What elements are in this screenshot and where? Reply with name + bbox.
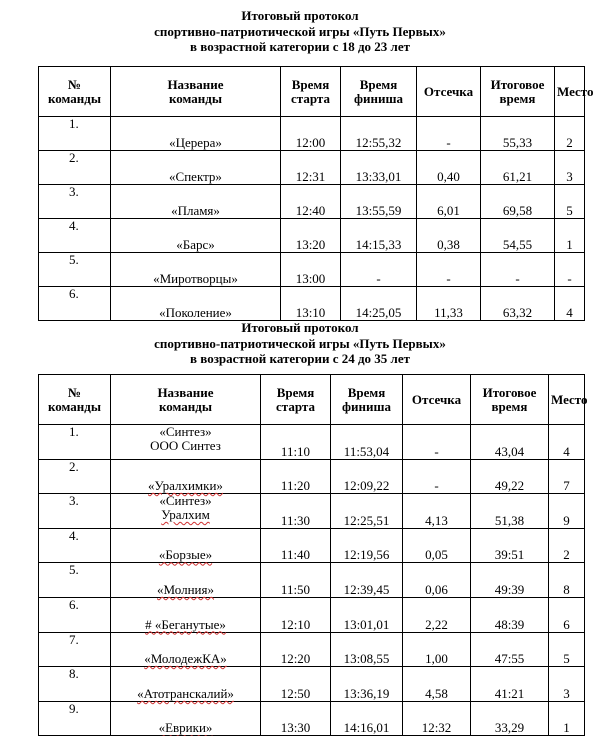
cell-team-number: 6. [39,597,111,632]
cell-start-time: 11:50 [261,563,331,598]
table-row [39,151,585,185]
cell-cutoff: 4,13 [403,494,471,529]
team-name-line: «Борзые» [158,547,213,563]
table-row [39,185,585,219]
cell-cutoff: 12:32 [403,701,471,736]
protocol1-table [38,66,594,321]
protocol1-subtitle: спортивно-патриотической игры «Путь Первых» [154,23,446,39]
cell-cutoff: 0,06 [403,563,471,598]
header-total: Итоговое время [471,375,549,425]
header-finish: Время финиша [341,67,417,117]
cell-cutoff: 0,38 [417,219,481,253]
cell-start-time: 12:20 [261,632,331,667]
cell-finish-time: 12:39,45 [331,563,403,598]
header-num: № команды [39,375,111,425]
cell-finish-time: 13:01,01 [331,597,403,632]
cell-start-time: 11:20 [261,459,331,494]
cell-place: 8 [549,563,585,598]
cell-place: 1 [555,219,585,253]
cell-start-time: 11:30 [261,494,331,529]
cell-cutoff: 4,58 [403,667,471,702]
cell-team-number: 9. [39,701,111,736]
table-row [39,117,585,151]
header-name: Название команды [111,67,281,117]
header-place: Место [555,67,585,117]
cell-team-number: 5. [39,563,111,598]
cell-team-number: 2. [39,151,111,185]
table-row [39,597,585,632]
cell-team-name [111,425,261,460]
cell-team-name [111,117,281,151]
cell-total-time: 47:55 [471,632,549,667]
cell-place: 4 [555,287,585,321]
cell-cutoff: - [417,117,481,151]
team-name-line: «Спектр» [169,169,222,184]
cell-team-number: 3. [39,494,111,529]
team-name-line: «Молния» [157,581,214,597]
cell-total-time: 49:39 [471,563,549,598]
cell-team-name [111,528,261,563]
cell-total-time: 33,29 [471,701,549,736]
cell-total-time: 69,58 [481,185,555,219]
protocol2-subtitle: спортивно-патриотической игры «Путь Первых» [154,335,446,351]
protocol2-table [38,374,588,736]
cell-team-number: 1. [39,117,111,151]
cell-total-time: 41:21 [471,667,549,702]
cell-finish-time: 13:36,19 [331,667,403,702]
team-name-line: «Церера» [169,135,222,150]
cell-team-number: 5. [39,253,111,287]
cell-start-time: 12:10 [261,597,331,632]
header-cutoff: Отсечка [403,375,471,425]
cell-finish-time: 13:08,55 [331,632,403,667]
cell-cutoff: 0,05 [403,528,471,563]
team-name-line: ООО Синтез [150,438,221,453]
cell-start-time: 13:10 [281,287,341,321]
cell-place: 5 [555,185,585,219]
protocol1-category: в возрастной категории с 18 до 23 лет [190,39,410,54]
cell-total-time: 43,04 [471,425,549,460]
cell-team-number: 7. [39,632,111,667]
cell-place: 5 [549,632,585,667]
cell-team-name [111,494,261,529]
header-num: № команды [39,67,111,117]
cell-finish-time: 14:15,33 [341,219,417,253]
cell-place: 6 [549,597,585,632]
cell-total-time: 49,22 [471,459,549,494]
cell-finish-time: 12:55,32 [341,117,417,151]
cell-place: - [555,253,585,287]
cell-total-time: 63,32 [481,287,555,321]
cell-team-number: 6. [39,287,111,321]
cell-place: 7 [549,459,585,494]
cell-finish-time: 14:25,05 [341,287,417,321]
header-cutoff: Отсечка [417,67,481,117]
protocol1-heading [40,8,560,55]
team-name-line: «Еврики» [158,720,213,736]
cell-start-time: 11:40 [261,528,331,563]
cell-total-time: 54,55 [481,219,555,253]
cell-finish-time: - [341,253,417,287]
table-row [39,528,585,563]
cell-cutoff: 11,33 [417,287,481,321]
cell-place: 4 [549,425,585,460]
team-name-line: # «Беганутые» [145,616,226,632]
team-name-line: «Барс» [176,237,215,252]
team-name-line: «Синтез» [159,424,212,439]
cell-finish-time: 12:25,51 [331,494,403,529]
header-start: Время старта [261,375,331,425]
cell-team-name [111,667,261,702]
cell-start-time: 12:00 [281,117,341,151]
cell-finish-time: 14:16,01 [331,701,403,736]
cell-team-number: 4. [39,219,111,253]
table-row [39,459,585,494]
table-row [39,563,585,598]
cell-total-time: - [481,253,555,287]
cell-finish-time: 11:53,04 [331,425,403,460]
cell-cutoff: - [403,425,471,460]
cell-total-time: 61,21 [481,151,555,185]
cell-team-name [111,597,261,632]
cell-team-name [111,185,281,219]
cell-place: 1 [549,701,585,736]
cell-start-time: 13:30 [261,701,331,736]
team-name-line: «Синтез» [159,493,212,509]
cell-cutoff: 2,22 [403,597,471,632]
cell-start-time: 13:00 [281,253,341,287]
team-name-line: Уралхим [161,507,210,523]
table-row [39,253,585,287]
cell-start-time: 12:31 [281,151,341,185]
cell-finish-time: 13:33,01 [341,151,417,185]
cell-total-time: 55,33 [481,117,555,151]
header-place: Место [549,375,585,425]
cell-cutoff: 6,01 [417,185,481,219]
cell-cutoff: - [417,253,481,287]
cell-finish-time: 13:55,59 [341,185,417,219]
protocol2-title: Итоговый протокол [241,320,359,335]
team-name-line: «Миротворцы» [153,271,238,286]
cell-team-name [111,219,281,253]
header-finish: Время финиша [331,375,403,425]
team-name-line: «МолодежКА» [144,651,227,667]
cell-start-time: 11:10 [261,425,331,460]
cell-place: 2 [549,528,585,563]
cell-team-name [111,632,261,667]
team-name-line: «Поколение» [159,305,232,320]
header-name: Название команды [111,375,261,425]
cell-team-number: 2. [39,459,111,494]
cell-team-number: 1. [39,425,111,460]
cell-place: 9 [549,494,585,529]
cell-cutoff: - [403,459,471,494]
table-row [39,632,585,667]
cell-team-name [111,563,261,598]
table-row [39,701,585,736]
table-row [39,494,585,529]
cell-team-name [111,701,261,736]
protocol2-header-row [39,375,585,425]
table-row [39,287,585,321]
protocol1-title: Итоговый протокол [241,8,359,23]
team-name-line: «Атотранскалий» [137,685,234,701]
cell-total-time: 48:39 [471,597,549,632]
table-row [39,219,585,253]
team-name-line: «Уралхимки» [148,478,223,494]
cell-team-number: 8. [39,667,111,702]
header-start: Время старта [281,67,341,117]
cell-team-name [111,459,261,494]
cell-place: 3 [555,151,585,185]
table-row [39,667,585,702]
cell-cutoff: 1,00 [403,632,471,667]
cell-team-number: 3. [39,185,111,219]
cell-team-name [111,253,281,287]
protocol2-heading [40,320,560,367]
cell-start-time: 12:50 [261,667,331,702]
cell-team-name [111,287,281,321]
cell-team-number: 4. [39,528,111,563]
cell-place: 3 [549,667,585,702]
cell-team-name [111,151,281,185]
cell-cutoff: 0,40 [417,151,481,185]
cell-place: 2 [555,117,585,151]
cell-finish-time: 12:09,22 [331,459,403,494]
protocol1-header-row [39,67,585,117]
cell-total-time: 39:51 [471,528,549,563]
cell-start-time: 12:40 [281,185,341,219]
protocol2-category: в возрастной категории с 24 до 35 лет [190,351,410,366]
cell-start-time: 13:20 [281,219,341,253]
team-name-line: «Пламя» [171,203,220,218]
header-total: Итоговое время [481,67,555,117]
table-row [39,425,585,460]
cell-total-time: 51,38 [471,494,549,529]
cell-finish-time: 12:19,56 [331,528,403,563]
